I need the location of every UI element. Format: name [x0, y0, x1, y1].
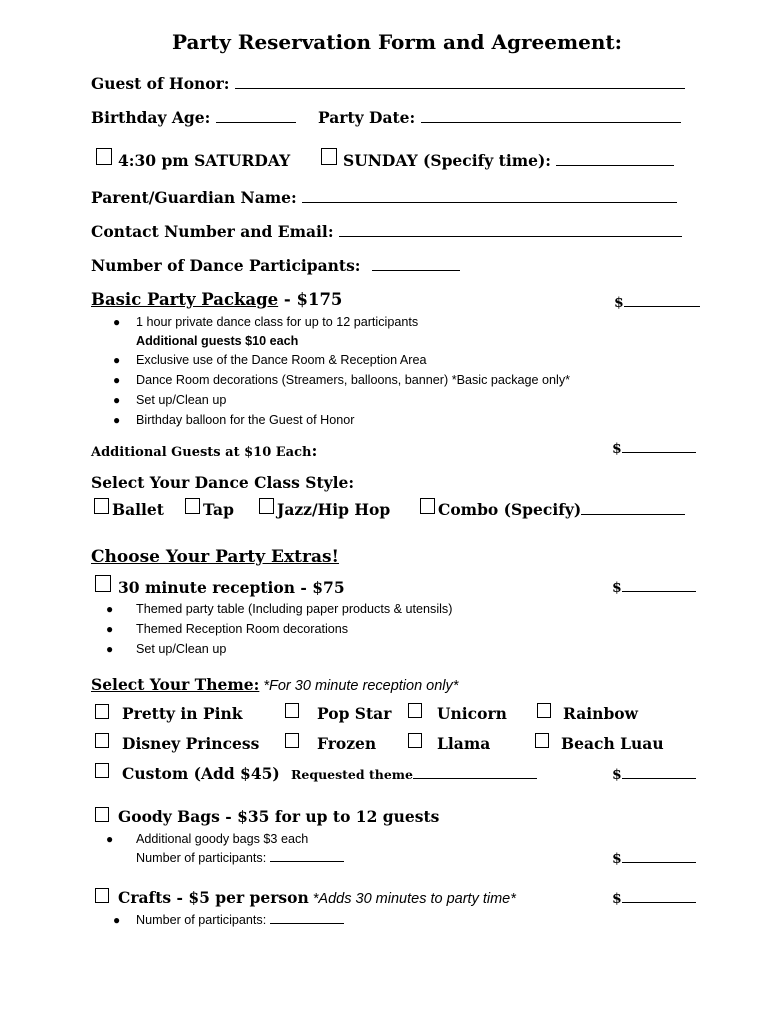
list-item: Set up/Clean up [136, 393, 227, 407]
saturday-label: 4:30 pm SATURDAY [118, 151, 291, 170]
bullet: ● [113, 353, 121, 367]
jazz-checkbox[interactable] [259, 498, 274, 514]
basic-package-total: $ [614, 295, 700, 311]
theme-frozen-label: Frozen [317, 734, 377, 753]
crafts-participants-line[interactable] [270, 922, 344, 924]
theme-custom-checkbox[interactable] [95, 763, 109, 778]
list-item: Birthday balloon for the Guest of Honor [136, 413, 355, 427]
basic-package-heading: Basic Party Package - $175 [91, 290, 343, 309]
extras-heading: Choose Your Party Extras! [91, 547, 340, 567]
sunday-label: SUNDAY (Specify time): [343, 151, 674, 170]
birthday-age-line[interactable] [216, 121, 296, 123]
reception-label: 30 minute reception - $75 [118, 578, 345, 597]
list-item: Dance Room decorations (Streamers, balloons, banner) *Basic package only* [136, 373, 571, 387]
theme-total: $ [612, 767, 696, 783]
reception-total: $ [612, 580, 696, 596]
theme-frozen-checkbox[interactable] [285, 733, 299, 748]
requested-theme-label: Requested theme [291, 767, 537, 782]
combo-checkbox[interactable] [420, 498, 435, 514]
tap-checkbox[interactable] [185, 498, 200, 514]
bullet: ● [106, 622, 114, 636]
goody-label: Goody Bags - $35 for up to 12 guests [118, 807, 440, 826]
bullet: ● [106, 602, 114, 616]
birthday-age-label: Birthday Age: [91, 108, 296, 127]
list-item-note: Additional guests $10 each [136, 334, 299, 348]
guest-of-honor-line[interactable] [235, 87, 685, 89]
crafts-total: $ [612, 891, 696, 907]
party-date-label: Party Date: [318, 108, 681, 127]
goody-total: $ [612, 851, 696, 867]
ballet-checkbox[interactable] [94, 498, 109, 514]
party-date-line[interactable] [421, 121, 681, 123]
bullet: ● [113, 393, 121, 407]
theme-luau-checkbox[interactable] [535, 733, 549, 748]
contact-line[interactable] [339, 235, 682, 237]
dance-class-heading: Select Your Dance Class Style: [91, 473, 355, 492]
participants-line[interactable] [372, 269, 460, 271]
bullet: ● [113, 373, 121, 387]
crafts-label: Crafts - $5 per person *Adds 30 minutes to party time* [118, 888, 516, 907]
sunday-checkbox[interactable] [321, 148, 337, 165]
requested-theme-line[interactable] [413, 777, 537, 779]
bullet: ● [106, 832, 114, 846]
list-item: Themed party table (Including paper products & utensils) [136, 602, 453, 616]
bullet: ● [113, 413, 121, 427]
additional-guests-label: Additional Guests at $10 Each: [91, 441, 318, 460]
reception-checkbox[interactable] [95, 575, 111, 592]
jazz-label: Jazz/Hip Hop [277, 500, 391, 519]
list-item: Set up/Clean up [136, 642, 227, 656]
contact-label: Contact Number and Email: [91, 222, 682, 241]
theme-pink-label: Pretty in Pink [122, 704, 243, 723]
theme-pink-checkbox[interactable] [95, 704, 109, 719]
crafts-checkbox[interactable] [95, 888, 109, 903]
crafts-participants-label: Number of participants: [136, 913, 344, 927]
theme-unicorn-checkbox[interactable] [408, 703, 422, 718]
combo-label: Combo (Specify) [438, 500, 685, 519]
theme-popstar-checkbox[interactable] [285, 703, 299, 718]
sunday-time-line[interactable] [556, 164, 674, 166]
participants-label: Number of Dance Participants: [91, 256, 460, 275]
theme-luau-label: Beach Luau [561, 734, 664, 753]
theme-llama-label: Llama [437, 734, 491, 753]
list-item: Exclusive use of the Dance Room & Reception Area [136, 353, 427, 367]
parent-label: Parent/Guardian Name: [91, 188, 677, 207]
guest-of-honor-label: Guest of Honor: [91, 74, 685, 93]
theme-custom-label: Custom (Add $45) [122, 764, 280, 783]
additional-guests-total: $ [612, 441, 696, 457]
theme-heading: Select Your Theme: *For 30 minute reception only* [91, 675, 459, 694]
page-title: Party Reservation Form and Agreement: [172, 30, 623, 54]
list-item: 1 hour private dance class for up to 12 participants [136, 315, 419, 329]
goody-participants-line[interactable] [270, 860, 344, 862]
bullet: ● [113, 315, 121, 329]
theme-rainbow-label: Rainbow [563, 704, 638, 723]
list-item: Additional goody bags $3 each [136, 832, 309, 846]
goody-participants-label: Number of participants: [136, 851, 344, 865]
bullet: ● [106, 642, 114, 656]
theme-llama-checkbox[interactable] [408, 733, 422, 748]
theme-disney-checkbox[interactable] [95, 733, 109, 748]
list-item: Themed Reception Room decorations [136, 622, 349, 636]
ballet-label: Ballet [112, 500, 164, 519]
theme-popstar-label: Pop Star [317, 704, 392, 723]
theme-disney-label: Disney Princess [122, 734, 260, 753]
theme-unicorn-label: Unicorn [437, 704, 507, 723]
saturday-checkbox[interactable] [96, 148, 112, 165]
goody-checkbox[interactable] [95, 807, 109, 822]
theme-rainbow-checkbox[interactable] [537, 703, 551, 718]
tap-label: Tap [203, 500, 234, 519]
bullet: ● [113, 913, 121, 927]
parent-line[interactable] [302, 201, 677, 203]
